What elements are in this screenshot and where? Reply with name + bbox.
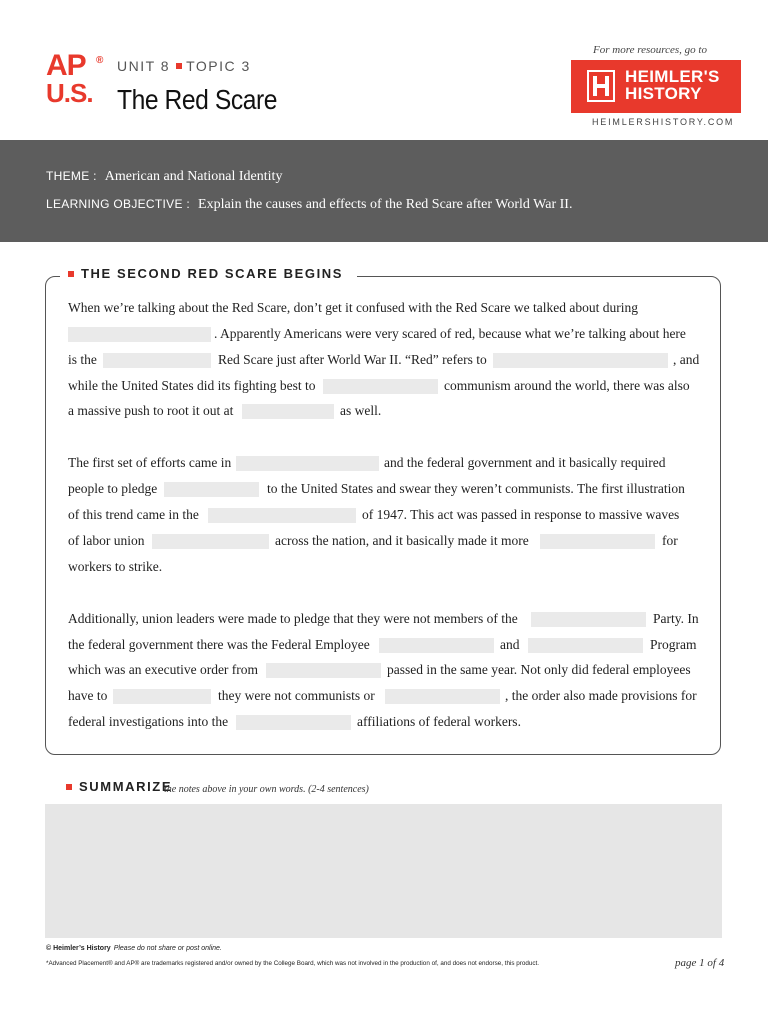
note-text: a massive push to root it out at	[68, 403, 234, 418]
fill-in-blank[interactable]	[164, 482, 259, 497]
objective-value: Explain the causes and effects of the Red Scare after World War II.	[198, 197, 573, 212]
ap-us-logo	[46, 49, 106, 108]
objective-label: LEARNING OBJECTIVE :	[46, 197, 191, 211]
note-text: . Apparently Americans were very scared of red, because what we’re talking about here	[214, 326, 686, 341]
note-text: they were not communists or	[218, 688, 375, 703]
note-text: affiliations of federal workers.	[357, 714, 521, 729]
note-text: is the	[68, 352, 97, 367]
unit-topic-label	[117, 58, 251, 74]
logo-us: U.S.	[46, 77, 93, 108]
note-text: passed in the same year. Not only did federal employees	[387, 662, 691, 677]
note-text: communism around the world, there was also	[444, 378, 690, 393]
brand-line-1: HEIMLER'S	[625, 67, 720, 86]
logo-ap: AP	[46, 49, 86, 82]
fill-in-blank[interactable]	[236, 715, 351, 730]
summary-heading-text: SUMMARIZE	[79, 779, 173, 794]
section-heading-text: THE SECOND RED SCARE BEGINS	[81, 266, 344, 281]
note-text: have to	[68, 688, 108, 703]
note-text: as well.	[340, 403, 382, 418]
theme-band	[0, 140, 768, 242]
theme-value: American and National Identity	[104, 169, 283, 184]
fill-in-blank[interactable]	[152, 534, 269, 549]
fill-in-blank[interactable]	[242, 404, 334, 419]
note-text: to the United States and swear they weren’t communists. The first illustration	[267, 481, 685, 496]
square-bullet-icon	[66, 784, 72, 790]
fill-in-blank[interactable]	[385, 689, 500, 704]
note-text: workers to strike.	[68, 559, 163, 574]
fill-in-blank[interactable]	[493, 353, 668, 368]
fill-in-blank[interactable]	[266, 663, 381, 678]
note-text: while the United States did its fighting best to	[68, 378, 316, 393]
summary-heading	[66, 779, 172, 794]
copyright-note: Please do not share or post online.	[113, 945, 222, 952]
fill-in-blank[interactable]	[68, 327, 211, 342]
note-text: across the nation, and it basically made it more	[275, 533, 529, 548]
note-text: people to pledge	[68, 481, 158, 496]
page-title: The Red Scare	[117, 84, 278, 115]
note-text: Program	[650, 637, 697, 652]
page-number: page 1 of 4	[675, 957, 725, 969]
note-text: Red Scare just after World War II. “Red” refers to	[218, 352, 487, 367]
summary-answer-box[interactable]	[45, 804, 722, 938]
fill-in-blank[interactable]	[531, 612, 646, 627]
brand-name	[625, 68, 720, 102]
note-text: the federal government there was the Federal Employee	[68, 637, 370, 652]
fill-in-blank[interactable]	[236, 456, 379, 471]
fill-in-blank[interactable]	[208, 508, 356, 523]
note-text: Additionally, union leaders were made to pledge that they were not members of the	[68, 611, 518, 626]
promo-text: For more resources, go to	[593, 44, 707, 56]
fill-in-blank[interactable]	[103, 353, 211, 368]
footer-trademark: *Advanced Placement® and AP® are trademarks registered and/or owned by the College Board, which was not involved in the production of, and does not endorse, this product.	[46, 960, 540, 967]
theme-row	[46, 169, 282, 185]
note-text: , and	[673, 352, 700, 367]
note-text: and	[500, 637, 520, 652]
brand-url-link[interactable]: HEIMLERSHISTORY.COM	[592, 117, 735, 127]
brand-line-2: HISTORY	[625, 84, 702, 103]
section-heading	[60, 266, 357, 281]
unit-label: UNIT 8	[117, 58, 171, 74]
fill-in-blank[interactable]	[323, 379, 438, 394]
fill-in-blank[interactable]	[113, 689, 211, 704]
fill-in-blank[interactable]	[379, 638, 494, 653]
copyright-text: © Heimler’s History	[46, 945, 111, 952]
note-text: of this trend came in the	[68, 507, 199, 522]
theme-label: THEME :	[46, 169, 97, 183]
fill-in-blank[interactable]	[528, 638, 643, 653]
objective-row	[46, 197, 572, 213]
topic-label: TOPIC 3	[186, 58, 251, 74]
logo-registered: ®	[96, 55, 103, 66]
note-text: of labor union	[68, 533, 145, 548]
heimler-h-icon	[587, 70, 615, 102]
note-text: , the order also made provisions for	[505, 688, 697, 703]
square-bullet-icon	[68, 271, 74, 277]
square-bullet-icon	[176, 63, 182, 69]
note-text: federal investigations into the	[68, 714, 229, 729]
note-text: of 1947. This act was passed in response to massive waves	[362, 507, 680, 522]
note-text: for	[662, 533, 678, 548]
note-text: Party. In	[653, 611, 699, 626]
summary-instructions: the notes above in your own words. (2-4 sentences)	[164, 784, 369, 795]
fill-in-blank[interactable]	[540, 534, 655, 549]
note-text: and the federal government and it basically required	[384, 455, 666, 470]
footer-copyright	[46, 945, 222, 952]
note-text: When we’re talking about the Red Scare, don’t get it confused with the Red Scare we talked about during	[68, 300, 638, 315]
note-text: which was an executive order from	[68, 662, 259, 677]
note-text: The first set of efforts came in	[68, 455, 232, 470]
